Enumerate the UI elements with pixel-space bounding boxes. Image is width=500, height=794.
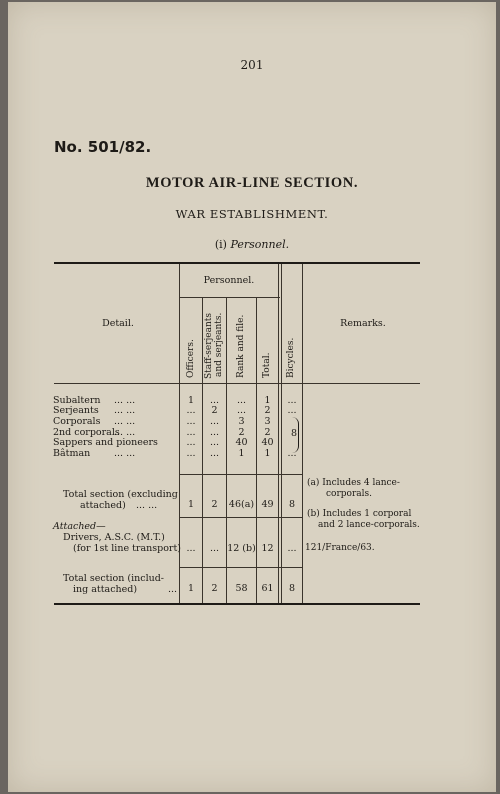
cell-bicycles: ... xyxy=(287,405,297,416)
col-divider-total xyxy=(278,264,279,603)
leader-dots: ... ... xyxy=(136,500,158,511)
cell-total: 49 xyxy=(261,499,274,510)
cell-bicycles: ... xyxy=(287,395,297,406)
cell-rank: 1 xyxy=(238,448,245,459)
header-staff-line2: and serjeants. xyxy=(214,312,224,377)
section-prefix: (i) xyxy=(214,238,227,251)
cell-staff: ... xyxy=(209,427,220,438)
section-label: Personnel. xyxy=(230,238,290,251)
detail-subaltern: Subaltern xyxy=(53,395,101,406)
cell-bicycles: 8 xyxy=(288,499,296,510)
cell-total: 2 xyxy=(264,405,271,416)
total-section-label-2: attached) xyxy=(80,500,126,511)
cell-officers: ... xyxy=(186,448,196,459)
bicycles-brace xyxy=(292,417,299,453)
cell-rank: 2 xyxy=(238,427,245,438)
remark-b-line1: (b) Includes 1 corporal xyxy=(307,509,412,519)
cell-officers: ... xyxy=(186,427,196,438)
cell-total: 1 xyxy=(264,395,271,406)
cell-officers: 1 xyxy=(187,395,195,406)
subtotal-bottom-rule xyxy=(180,517,302,518)
drivers-label-2: (for 1st line transport) xyxy=(73,543,181,554)
cell-bicycles: ... xyxy=(287,543,297,554)
grand-total-top-rule xyxy=(180,567,302,568)
cell-officers: ... xyxy=(186,437,196,448)
cell-staff: 2 xyxy=(211,499,218,510)
document-page xyxy=(8,2,496,792)
table-top-rule xyxy=(54,262,420,264)
section-heading xyxy=(8,238,496,251)
header-rank-file: Rank and file. xyxy=(236,314,246,378)
cell-total: 1 xyxy=(264,448,271,459)
detail-2nd-corporals: 2nd corporals xyxy=(53,427,120,438)
attached-label: Attached— xyxy=(53,521,106,532)
page-number: 201 xyxy=(240,58,264,72)
leader-dots: ... ... xyxy=(114,448,136,459)
cell-officers: 1 xyxy=(187,583,195,594)
table-bottom-rule xyxy=(54,603,420,605)
leader-dots: ... ... xyxy=(114,395,136,406)
header-personnel: Personnel. xyxy=(203,275,255,286)
cell-officers: ... xyxy=(186,543,196,554)
cell-rank: 3 xyxy=(238,416,245,427)
remark-a-line2: corporals. xyxy=(326,489,372,499)
cell-staff: 2 xyxy=(211,583,218,594)
cell-officers: ... xyxy=(186,416,196,427)
cell-staff: ... xyxy=(209,543,220,554)
cell-rank: 40 xyxy=(235,437,248,448)
document-number: No. 501/82. xyxy=(54,138,152,156)
cell-total: 12 xyxy=(261,543,274,554)
detail-corporals: Corporals xyxy=(53,416,101,427)
cell-total: 3 xyxy=(264,416,271,427)
total-section-label-1: Total section (excluding xyxy=(63,489,178,500)
remark-b-line2: and 2 lance-corporals. xyxy=(318,520,420,530)
leader-dots: ... ... xyxy=(114,416,136,427)
cell-officers: 1 xyxy=(187,499,195,510)
cell-staff: ... xyxy=(209,437,220,448)
detail-batman: Bâtman xyxy=(53,448,91,459)
personnel-header-rule xyxy=(180,297,280,298)
cell-officers: ... xyxy=(186,405,196,416)
cell-staff: 2 xyxy=(211,405,218,416)
leader-dots: ... ... xyxy=(114,427,136,438)
header-total: Total. xyxy=(262,352,272,378)
header-staff-line1: Staff-serjeants xyxy=(204,312,214,379)
cell-rank: 46(a) xyxy=(228,499,255,510)
leader-dots: ... ... xyxy=(114,405,136,416)
cell-staff: ... xyxy=(209,416,220,427)
cell-total: 2 xyxy=(264,427,271,438)
col-divider-bicycles xyxy=(302,264,303,603)
cell-staff: ... xyxy=(209,448,220,459)
leader-dots-short: ... xyxy=(168,584,178,595)
cell-total: 61 xyxy=(261,583,274,594)
cell-bicycles: 8 xyxy=(288,583,296,594)
cell-rank: ... xyxy=(236,405,247,416)
grand-total-label-1: Total section (includ- xyxy=(63,573,165,584)
header-bicycles: Bicycles. xyxy=(286,337,296,378)
cell-total: 40 xyxy=(261,437,274,448)
document-title: MOTOR AIR-LINE SECTION. xyxy=(145,175,359,191)
grand-total-label-2: ing attached) xyxy=(73,584,138,595)
cell-rank: 58 xyxy=(235,583,248,594)
header-remarks: Remarks. xyxy=(340,318,386,329)
document-subtitle: WAR ESTABLISHMENT. xyxy=(175,207,329,221)
header-officers: Officers. xyxy=(186,339,196,378)
remark-reference: 121/France/63. xyxy=(305,543,375,553)
header-detail: Detail. xyxy=(102,318,134,329)
cell-bicycles: ... xyxy=(287,448,297,459)
detail-serjeants: Serjeants xyxy=(53,405,99,416)
cell-staff: ... xyxy=(209,395,220,406)
cell-bicycles: 8 xyxy=(290,428,298,439)
cell-rank: 12 (b) xyxy=(227,543,256,554)
detail-sappers-pioneers: Sappers and pioneers xyxy=(53,437,158,448)
cell-rank: ... xyxy=(236,395,247,406)
remark-a-line1: (a) Includes 4 lance- xyxy=(307,478,400,488)
drivers-label-1: Drivers, A.S.C. (M.T.) xyxy=(63,532,165,543)
subtotal-top-rule xyxy=(180,474,302,475)
header-bottom-rule xyxy=(54,383,420,384)
